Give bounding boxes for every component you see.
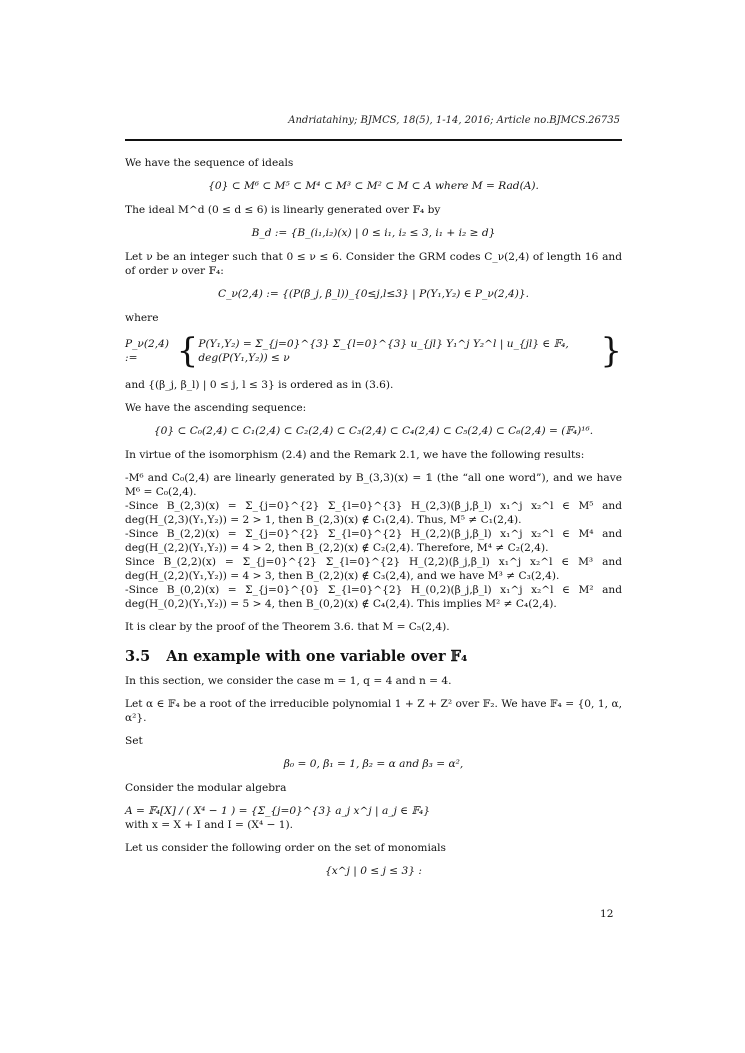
equation-polynomial-space xyxy=(125,331,622,371)
section-number: 3.5 xyxy=(125,648,151,665)
equation: C_ν(2,4) := {(P(β_j, β_l))_{0≤j,l≤3} | P(Y₁,Y₂) ∈ P_ν(2,4)}. xyxy=(217,288,530,300)
equation: B_d := {B_(i₁,i₂)(x) | 0 ≤ i₁, i₂ ≤ 3, i₁ + i₂ ≥ d} xyxy=(251,227,496,239)
equation: {0} ⊂ M⁶ ⊂ M⁵ ⊂ M⁴ ⊂ M³ ⊂ M² ⊂ M ⊂ A where M = Rad(A). xyxy=(208,180,539,192)
list-item: -Since B_(0,2)(x) = Σ_{j=0}^{0} Σ_{l=0}^{2} H_(0,2)(β_j,β_l) x₁^j x₂^l ∈ M² and deg(H_(0,2)(Y₁,Y₂)) = 5 > 4, then B_(0,2)(x) ∉ C₄(2,4). This implies M² ≠ C₄(2,4). xyxy=(125,584,622,610)
list-item: Since B_(2,2)(x) = Σ_{j=0}^{2} Σ_{l=0}^{2} H_(2,2)(β_j,β_l) x₁^j x₂^l ∈ M³ and deg(H_(2,2)(Y₁,Y₂)) = 4 > 3, then B_(2,2)(x) ∉ C₃(2,4), and we have M³ ≠ C₃(2,4). xyxy=(125,556,622,582)
equation: β₀ = 0, β₁ = 1, β₂ = α and β₃ = α², xyxy=(283,758,464,770)
paragraph: Let ν be an integer such that 0 ≤ ν ≤ 6. Consider the GRM codes C_ν(2,4) of length 16 and of order ν over 𝔽₄: xyxy=(125,251,622,277)
paragraph: Consider the modular algebra xyxy=(125,782,287,794)
paragraph: where xyxy=(125,312,159,324)
paragraph: Let α ∈ 𝔽₄ be a root of the irreducible polynomial 1 + Z + Z² over 𝔽₂. We have 𝔽₄ = {0, 1, α, α²}. xyxy=(125,698,622,724)
running-header: Andriatahiny; BJMCS, 18(5), 1-14, 2016; Article no.BJMCS.26735 xyxy=(288,115,620,126)
section-title: An example with one variable over 𝔽₄ xyxy=(166,648,468,665)
equation: {0} ⊂ C₀(2,4) ⊂ C₁(2,4) ⊂ C₂(2,4) ⊂ C₃(2,4) ⊂ C₄(2,4) ⊂ C₅(2,4) ⊂ C₆(2,4) = (𝔽₄)¹⁶. xyxy=(153,425,594,437)
paragraph: Let us consider the following order on the set of monomials xyxy=(125,842,446,854)
equation-set-body: P(Y₁,Y₂) = Σ_{j=0}^{3} Σ_{l=0}^{3} u_{jl} Y₁^j Y₂^l | u_{jl} ∈ 𝔽₄, deg(P(Y₁,Y₂)) ≤ ν xyxy=(198,338,569,364)
equation: A = 𝔽₄[X] / ( X⁴ − 1 ) = {Σ_{j=0}^{3} a_j x^j | a_j ∈ 𝔽₄} xyxy=(125,805,430,817)
paragraph: In virtue of the isomorphism (2.4) and the Remark 2.1, we have the following results: xyxy=(125,449,585,461)
equation: {x^j | 0 ≤ j ≤ 3} : xyxy=(325,865,422,877)
paragraph: We have the ascending sequence: xyxy=(125,402,307,414)
paragraph: with x = X + I and I = (X⁴ − 1). xyxy=(125,819,294,831)
paragraph: We have the sequence of ideals xyxy=(125,157,294,169)
main-text xyxy=(125,156,622,888)
equation-lhs: P_ν(2,4) := xyxy=(125,338,169,364)
paragraph: It is clear by the proof of the Theorem 3.6. that M = C₅(2,4). xyxy=(125,621,450,633)
page-number: 12 xyxy=(600,908,614,920)
header-rule xyxy=(125,139,622,141)
paragraph: Set xyxy=(125,735,143,747)
list-item: -Since B_(2,3)(x) = Σ_{j=0}^{2} Σ_{l=0}^{3} H_(2,3)(β_j,β_l) x₁^j x₂^l ∈ M⁵ and deg(H_(2,3)(Y₁,Y₂)) = 2 > 1, then B_(2,3)(x) ∉ C₁(2,4). Thus, M⁵ ≠ C₁(2,4). xyxy=(125,500,622,526)
paragraph: The ideal M^d (0 ≤ d ≤ 6) is linearly generated over 𝔽₄ by xyxy=(125,204,441,216)
right-brace: } xyxy=(600,331,622,371)
list-item: -Since B_(2,2)(x) = Σ_{j=0}^{2} Σ_{l=0}^{2} H_(2,2)(β_j,β_l) x₁^j x₂^l ∈ M⁴ and deg(H_(2,2)(Y₁,Y₂)) = 4 > 2, then B_(2,2)(x) ∉ C₂(2,4). Therefore, M⁴ ≠ C₂(2,4). xyxy=(125,528,622,554)
section-heading xyxy=(125,650,622,664)
results-list xyxy=(125,471,622,611)
paragraph: In this section, we consider the case m = 1, q = 4 and n = 4. xyxy=(125,675,452,687)
left-brace: { xyxy=(176,331,199,371)
list-item: -M⁶ and C₀(2,4) are linearly generated by B_(3,3)(x) = 𝟙 (the “all one word”), and we have M⁶ = C₀(2,4). xyxy=(125,472,622,498)
paragraph: and {(β_j, β_l) | 0 ≤ j, l ≤ 3} is ordered as in (3.6). xyxy=(125,379,394,391)
